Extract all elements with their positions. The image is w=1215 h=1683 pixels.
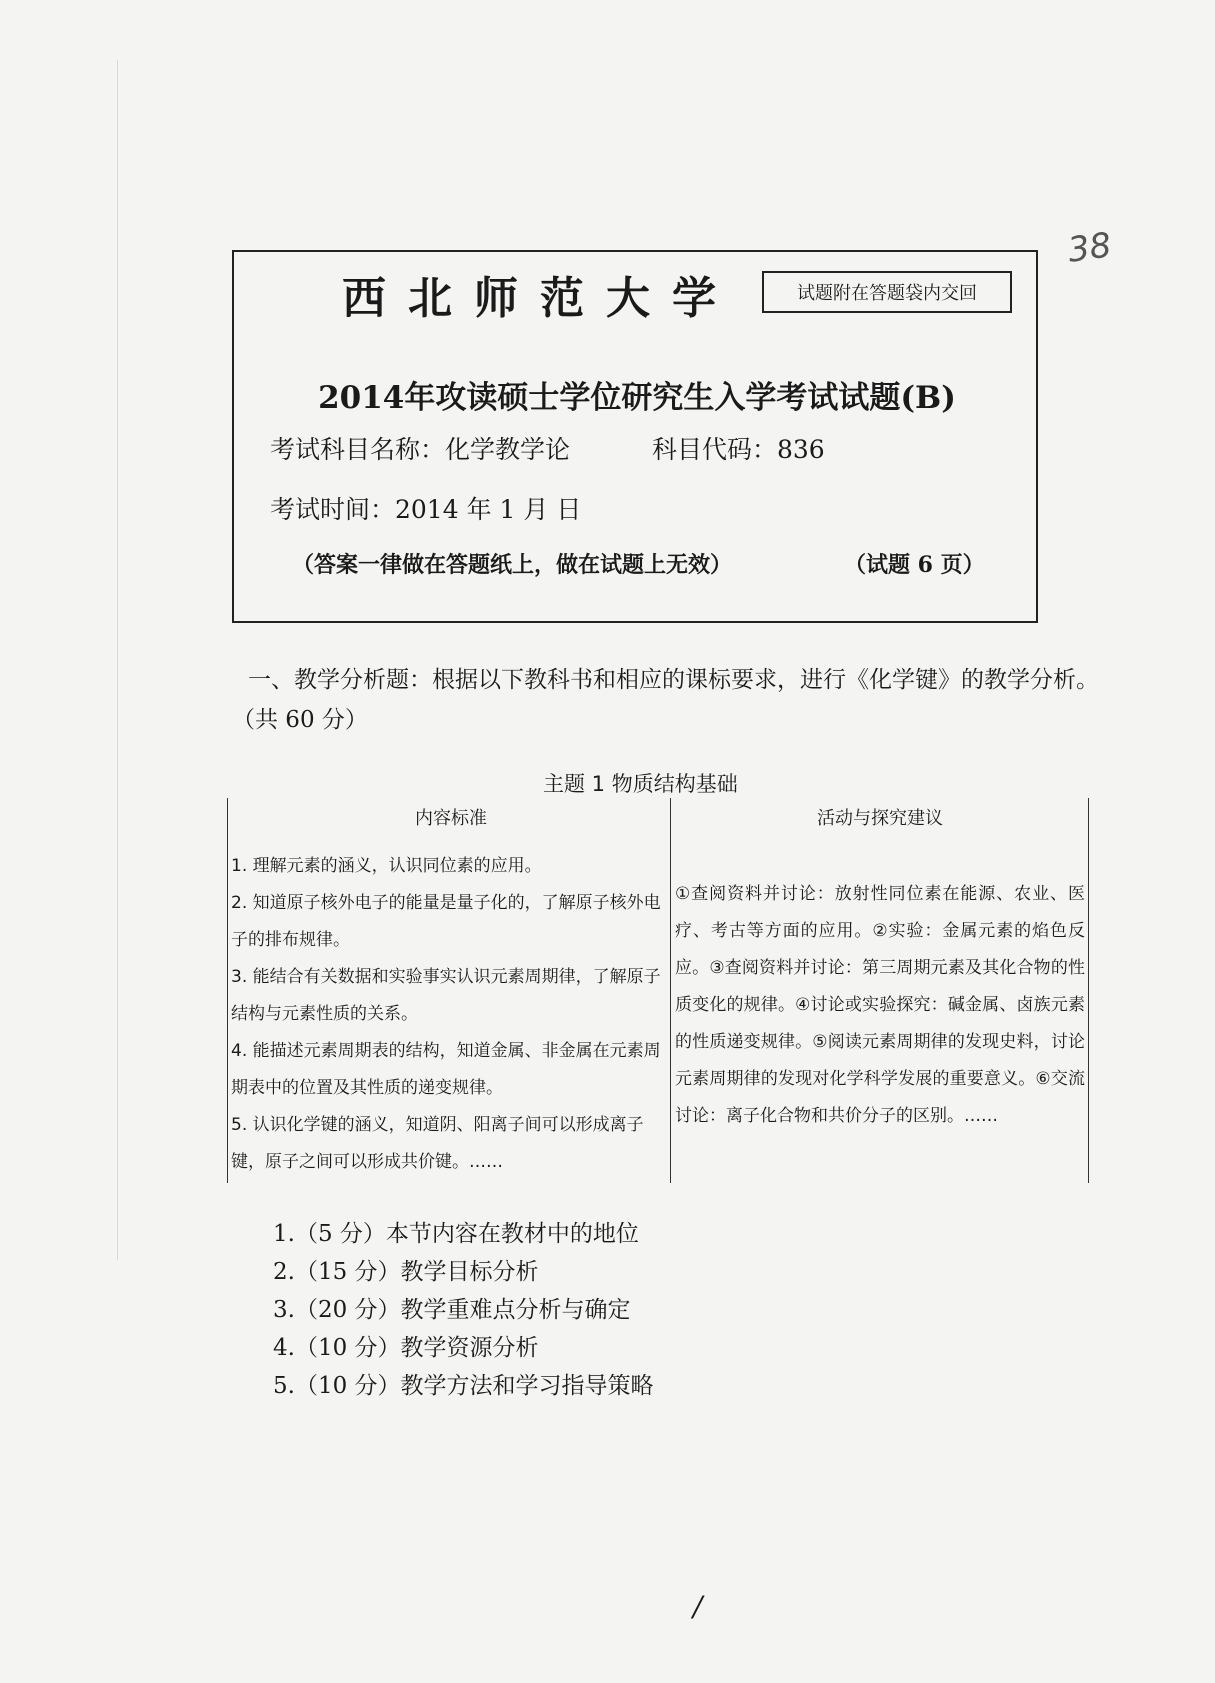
sub-question: 4.（10 分）教学资源分析 xyxy=(273,1335,539,1361)
page-number: / xyxy=(693,1590,703,1623)
activity-header: 活动与探究建议 xyxy=(817,808,943,829)
exam-title: 2014年攻读硕士学位研究生入学考试试题(B) xyxy=(318,380,956,416)
subject-code: 科目代码：836 xyxy=(652,435,825,464)
table-right-border xyxy=(1088,798,1089,1183)
exam-header-box xyxy=(232,250,1038,623)
answer-notice: （答案一律做在答题纸上，做在试题上无效） xyxy=(292,552,733,578)
activity-text: ①查阅资料并讨论：放射性同位素在能源、农业、医疗、考古等方面的应用。②实验：金属元素的焰色反应。③查阅资料并讨论：第三周期元素及其化合物的性质变化的规律。④讨论或实验探究：碱金属、卤族元素的性质递变规律。⑤阅读元素周期律的发现史料，讨论元素周期律的发现对化学科学发展的重要意义。⑥交流讨论：离子化合物和共价分子的区别。…… xyxy=(675,884,1085,1126)
table-caption: 主题 1 物质结构基础 xyxy=(543,772,738,796)
exam-time: 考试时间：2014 年 1 月 日 xyxy=(270,495,582,524)
content-standard-column xyxy=(231,798,671,1181)
scan-edge-line xyxy=(117,60,118,1260)
handwritten-page-mark: 38 xyxy=(1065,225,1114,271)
standard-item: 5. 认识化学键的涵义，知道阴、阳离子间可以形成离子键，原子之间可以形成共价键。…… xyxy=(231,1115,644,1172)
curriculum-standard-table xyxy=(227,798,1089,1183)
subject-name: 考试科目名称：化学教学论 xyxy=(270,435,571,464)
sub-question: 2.（15 分）教学目标分析 xyxy=(273,1259,539,1285)
page-count: （试题 6 页） xyxy=(844,552,985,578)
sub-question: 5.（10 分）教学方法和学习指导策略 xyxy=(273,1373,654,1399)
sub-question: 1.（5 分）本节内容在教材中的地位 xyxy=(273,1221,639,1247)
sub-question: 3.（20 分）教学重难点分析与确定 xyxy=(273,1297,631,1323)
question-one-points: （共 60 分） xyxy=(232,707,368,733)
content-standard-header: 内容标准 xyxy=(415,808,487,829)
content-standard-list xyxy=(231,848,671,1181)
standard-item: 3. 能结合有关数据和实验事实认识元素周期律，了解原子结构与元素性质的关系。 xyxy=(231,967,661,1024)
return-note-box: 试题附在答题袋内交回 xyxy=(762,271,1012,313)
university-name: 西北师范大学 xyxy=(342,273,738,324)
question-one xyxy=(232,660,1112,740)
standard-item: 2. 知道原子核外电子的能量是量子化的，了解原子核外电子的排布规律。 xyxy=(231,893,661,950)
activity-column xyxy=(675,798,1085,1135)
standard-item: 1. 理解元素的涵义，认识同位素的应用。 xyxy=(231,856,542,876)
question-one-text: 一、教学分析题：根据以下教科书和相应的课标要求，进行《化学键》的教学分析。 xyxy=(248,667,1099,693)
standard-item: 4. 能描述元素周期表的结构，知道金属、非金属在元素周期表中的位置及其性质的递变规律。 xyxy=(231,1041,661,1098)
table-left-border xyxy=(227,798,228,1183)
sub-question-list xyxy=(273,1215,654,1405)
